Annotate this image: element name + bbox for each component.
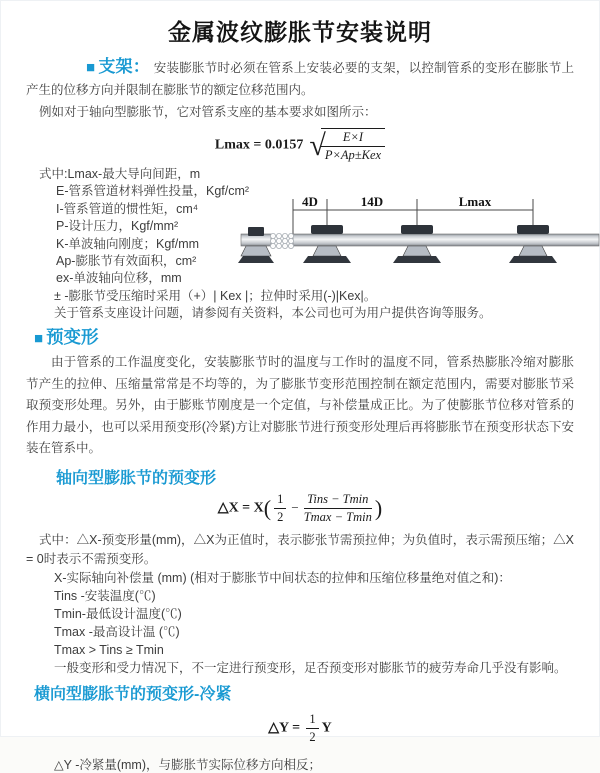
definition-line: X-实际轴向补偿量 (mm) (相对于膨胀节中间状态的拉伸和压缩位移量绝对值之和)： (54, 570, 511, 585)
axial-definition-lines (26, 569, 574, 677)
definition-line: Tins -安装温度(℃) (54, 588, 156, 603)
definition-line: ex-单波轴向位移，mm (56, 271, 182, 286)
fraction-numerator: 1 (274, 492, 286, 509)
lateral-formula-rhs: Y (321, 719, 332, 735)
definition-line: E-管系管道材料弹性投量，Kgf/cm² (56, 184, 250, 199)
definition-line: 关于管系支座设计问题，请参阅有关资料，本公司也可为用户提供咨询等服务。 (54, 306, 492, 321)
page-title: 金属波纹膨胀节安装说明 (168, 19, 432, 45)
square-bullet-icon: ■ (34, 330, 44, 347)
temperature-fraction (304, 492, 372, 525)
fraction-numerator: E×I (321, 130, 385, 147)
predeform-section-title: 预变形 (46, 327, 99, 347)
support-intro-text: 安装膨胀节时必须在管系上安装必要的支架，以控制管系的变形在膨胀节上产生的位移方向并限制在膨胀节的额定位移范围内。 (26, 61, 574, 97)
axial-subheading: 轴向型膨胀节的预变形 (56, 469, 217, 487)
lateral-subheading: 横向型膨胀节的预变形-冷紧 (34, 685, 232, 703)
lmax-formula (1, 128, 599, 163)
support-spacing-diagram (241, 194, 599, 294)
axial-formula-lhs: △X = X (217, 499, 264, 515)
definition-line: Tmax -最高设计温 (℃) (54, 624, 180, 639)
support-example-line: 例如对于轴向型膨胀节，它对管系支座的基本要求如图所示： (39, 105, 377, 119)
support-section-heading (86, 57, 150, 76)
lateral-note: △Y -冷紧量(mm)，与膨胀节实际位移方向相反； (54, 757, 322, 772)
dim-label-4d: 4D (302, 194, 318, 209)
fraction-numerator: 1 (306, 712, 318, 729)
definition-line: Tmax > Tins ≥ Tmin (54, 642, 164, 657)
definition-line: 式中:Lmax-最大导向间距，m (39, 167, 201, 181)
definition-line: K-单波轴向刚度；Kgf/mm (56, 236, 200, 251)
pipe (293, 234, 599, 246)
predeform-paragraph: 由于管系的工作温度变化，安装膨胀节时的温度与工作时的温度不同，管系热膨胀冷缩对膨胀节产生的拉伸、压缩量常常是不均等的，为了膨胀节变形范围控制在额定范围内，需要对膨胀节采取预变形处理。另外，由于膨账节刚度是一个定值，与补偿量成正比。为了使膨胀节位移对管系的作用力最小，也可以采用预变形(冷紧)方让对膨胀节进行预变形处理后再将膨胀节在预变形状态下安装在管系中。 (26, 355, 574, 455)
bellows-icon (270, 233, 293, 248)
predeform-section-heading (34, 324, 599, 349)
definition-line: 一般变形和受力情况下，不一定进行预变形，足否预变形对膨胀节的疲劳寿命几乎没有影响。 (54, 660, 567, 675)
dim-label-14d: 14D (360, 194, 384, 209)
dim-label-lmax: Lmax (458, 194, 492, 209)
lateral-formula (1, 712, 599, 745)
close-paren: ) (374, 495, 383, 520)
axial-note: 式中：△X-预变形量(mm)，△X为正值时，表示膨张节需预拉伸；为负值时，表示需预压缩；△X = 0时表示不需预变形。 (26, 532, 574, 566)
definition-line: ± -膨胀节受压缩时采用（+）| Kex |；拉伸时采用(-)|Kex|。 (54, 288, 377, 303)
support-section-title: 支架： (98, 57, 151, 76)
definition-line: P-设计压力，Kgf/mm² (56, 219, 179, 234)
fraction-denominator: 2 (277, 509, 284, 524)
square-bullet-icon: ■ (86, 59, 96, 76)
fraction-denominator: 2 (309, 729, 316, 744)
minus-operator: − (291, 500, 299, 515)
definition-line: Tmin-最低设计温度(℃) (54, 606, 182, 621)
lmax-formula-lhs: Lmax = 0.0157 (214, 137, 304, 153)
fraction-denominator: P×Ap±Kex (324, 148, 382, 162)
symbol-definitions (39, 166, 599, 321)
open-paren: ( (263, 495, 272, 520)
definition-line: Ap-膨胀节有效面积，cm² (56, 254, 197, 269)
lateral-formula-lhs: △Y = (268, 719, 301, 735)
support-intro-paragraph (26, 56, 574, 101)
fraction-numerator: Tins − Tmin (304, 492, 372, 509)
radical-sign-icon: √ (309, 129, 326, 163)
half-fraction (306, 712, 318, 745)
half-fraction (274, 492, 286, 525)
fraction-denominator: Tmax − Tmin (303, 509, 372, 524)
axial-formula (1, 492, 599, 525)
definition-line: I-管系管道的惯性矩，cm⁴ (56, 201, 199, 216)
lmax-formula-fraction (321, 128, 385, 163)
